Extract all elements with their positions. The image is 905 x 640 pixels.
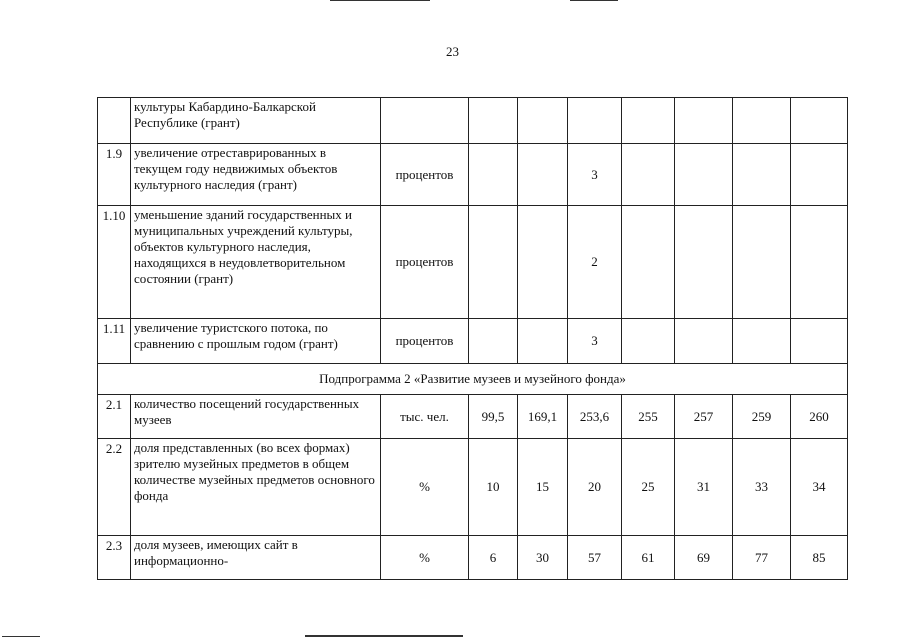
indicator-name: увеличение отреставрированных в текущем году недвижимых объектов культурного наследия (грант): [131, 144, 381, 206]
value-cell: 15: [518, 439, 568, 536]
row-number: 2.3: [98, 536, 131, 580]
scan-artifact-bottom: [305, 635, 463, 637]
table-row: [98, 206, 848, 319]
section-row: [98, 364, 848, 395]
indicator-name: увеличение туристского потока, по сравнению с прошлым годом (грант): [131, 319, 381, 364]
row-number: 2.1: [98, 395, 131, 439]
value-cell: 31: [675, 439, 733, 536]
row-number: 1.10: [98, 206, 131, 319]
value-cell: 259: [733, 395, 791, 439]
value-cell: 255: [622, 395, 675, 439]
value-cell: 57: [568, 536, 622, 580]
unit-cell: процентов: [381, 144, 469, 206]
value-cell: [791, 98, 848, 144]
indicator-name: доля представленных (во всех формах) зрителю музейных предметов в общем количестве музейных предметов основного фонда: [131, 439, 381, 536]
value-cell: 33: [733, 439, 791, 536]
unit-cell: процентов: [381, 206, 469, 319]
value-cell: 25: [622, 439, 675, 536]
value-cell: 253,6: [568, 395, 622, 439]
unit-cell: тыс. чел.: [381, 395, 469, 439]
value-cell: [622, 319, 675, 364]
table-row: [98, 144, 848, 206]
value-cell: [791, 206, 848, 319]
value-cell: 10: [469, 439, 518, 536]
table-row: [98, 439, 848, 536]
value-cell: [675, 319, 733, 364]
value-cell: [469, 319, 518, 364]
value-cell: 169,1: [518, 395, 568, 439]
value-cell: 99,5: [469, 395, 518, 439]
row-number: [98, 98, 131, 144]
table-row: [98, 98, 848, 144]
value-cell: 260: [791, 395, 848, 439]
unit-cell: %: [381, 439, 469, 536]
page-number: 23: [446, 44, 459, 59]
value-cell: [622, 98, 675, 144]
indicators-table: [97, 97, 848, 580]
scan-artifact-top-right: [570, 0, 618, 1]
row-number: 2.2: [98, 439, 131, 536]
value-cell: 30: [518, 536, 568, 580]
value-cell: 3: [568, 144, 622, 206]
unit-cell: процентов: [381, 319, 469, 364]
value-cell: [469, 98, 518, 144]
value-cell: 257: [675, 395, 733, 439]
value-cell: [733, 206, 791, 319]
value-cell: [568, 98, 622, 144]
value-cell: [622, 206, 675, 319]
value-cell: [622, 144, 675, 206]
value-cell: [675, 206, 733, 319]
table-row: [98, 319, 848, 364]
scan-artifact-bottom-left: [2, 636, 40, 637]
row-number: 1.9: [98, 144, 131, 206]
value-cell: [518, 319, 568, 364]
value-cell: [791, 144, 848, 206]
row-number: 1.11: [98, 319, 131, 364]
indicator-name: уменьшение зданий государственных и муниципальных учреждений культуры, объектов культурного наследия, находящихся в неудовлетворительном состоянии (грант): [131, 206, 381, 319]
value-cell: [733, 319, 791, 364]
section-title: Подпрограмма 2 «Развитие музеев и музейного фонда»: [98, 364, 848, 395]
value-cell: 20: [568, 439, 622, 536]
value-cell: 77: [733, 536, 791, 580]
value-cell: 34: [791, 439, 848, 536]
indicator-name: количество посещений государственных музеев: [131, 395, 381, 439]
value-cell: [518, 98, 568, 144]
value-cell: 6: [469, 536, 518, 580]
value-cell: [518, 144, 568, 206]
value-cell: 2: [568, 206, 622, 319]
indicator-name: доля музеев, имеющих сайт в информационно-: [131, 536, 381, 580]
value-cell: [733, 98, 791, 144]
value-cell: [733, 144, 791, 206]
unit-cell: %: [381, 536, 469, 580]
value-cell: 85: [791, 536, 848, 580]
value-cell: 61: [622, 536, 675, 580]
value-cell: [469, 206, 518, 319]
value-cell: [518, 206, 568, 319]
value-cell: [675, 144, 733, 206]
table-body: [98, 98, 848, 580]
value-cell: [791, 319, 848, 364]
table-row: [98, 395, 848, 439]
value-cell: [469, 144, 518, 206]
scan-artifact-top-left: [330, 0, 430, 1]
value-cell: 3: [568, 319, 622, 364]
unit-cell: [381, 98, 469, 144]
table-row: [98, 536, 848, 580]
value-cell: [675, 98, 733, 144]
value-cell: 69: [675, 536, 733, 580]
indicator-name: культуры Кабардино-Балкарской Республике (грант): [131, 98, 381, 144]
